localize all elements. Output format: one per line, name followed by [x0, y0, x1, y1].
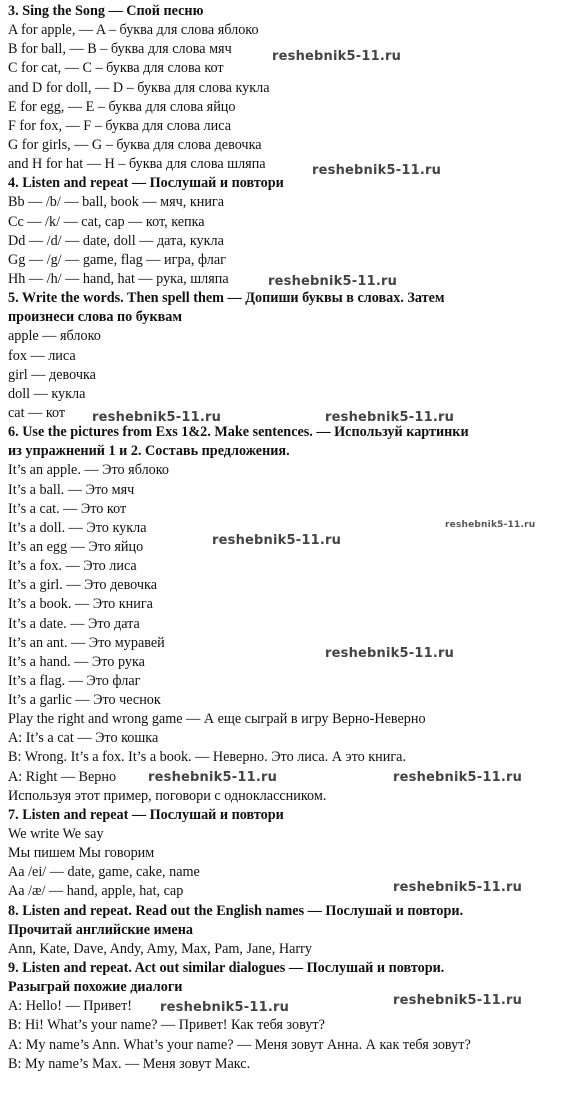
text-line: Используя этот пример, поговори с одноклассником. — [8, 787, 327, 804]
section-heading: 8. Listen and repeat. Read out the English names — Послушай и повтори. — [8, 902, 464, 919]
section-heading: 5. Write the words. Then spell them — Допиши буквы в словах. Затем — [8, 290, 445, 307]
text-line: G for girls, — G – буква для слова девочка — [8, 136, 262, 153]
watermark: reshebnik5-11.ru — [393, 993, 523, 1008]
text-line: It’s a flag. — Это флаг — [8, 672, 141, 689]
text-line: Мы пишем Мы говорим — [8, 845, 155, 862]
watermark: reshebnik5-11.ru — [272, 49, 402, 64]
text-line: Ann, Kate, Dave, Andy, Amy, Max, Pam, Jane, Harry — [8, 940, 312, 957]
watermark: reshebnik5-11.ru — [445, 520, 536, 530]
text-line: F for fox, — F – буква для слова лиса — [8, 117, 232, 134]
text-line: B: Wrong. It’s a fox. It’s a book. — Неверно. Это лиса. А это книга. — [8, 749, 407, 766]
section-heading: Прочитай английские имена — [8, 921, 193, 938]
text-line: It’s a hand. — Это рука — [8, 653, 145, 670]
text-line: We write We say — [8, 826, 104, 843]
watermark: reshebnik5-11.ru — [393, 880, 523, 895]
text-line: C for cat, — C – буква для слова кот — [8, 60, 224, 77]
watermark: reshebnik5-11.ru — [312, 163, 442, 178]
section-heading: 6. Use the pictures from Exs 1&2. Make sentences. — Используй картинки — [8, 424, 469, 441]
text-line: apple — яблоко — [8, 328, 101, 345]
text-line: Play the right and wrong game — А еще сыграй в игру Верно-Неверно — [8, 711, 426, 728]
text-line: doll — кукла — [8, 385, 86, 402]
text-line: A: Right — Верно — [8, 768, 117, 785]
text-line: and D for doll, — D – буква для слова кукла — [8, 79, 270, 96]
text-line: It’s a ball. — Это мяч — [8, 481, 135, 498]
text-line: It’s a girl. — Это девочка — [8, 577, 158, 594]
text-line: girl — девочка — [8, 366, 96, 383]
watermark: reshebnik5-11.ru — [92, 410, 222, 425]
section-heading: 9. Listen and repeat. Act out similar dialogues — Послушай и повтори. — [8, 960, 445, 977]
text-line: It’s an ant. — Это муравей — [8, 634, 165, 651]
text-line: B for ball, — B – буква для слова мяч — [8, 41, 232, 58]
text-line: Dd — /d/ — date, doll — дата, кукла — [8, 232, 224, 249]
text-line: and H for hat — H – буква для слова шляпа — [8, 156, 266, 173]
text-line: A: It’s a cat — Это кошка — [8, 730, 159, 747]
watermark: reshebnik5-11.ru — [325, 410, 455, 425]
text-line: It’s a date. — Это дата — [8, 615, 140, 632]
text-line: Bb — /b/ — ball, book — мяч, книга — [8, 194, 225, 211]
text-line: It’s a garlic — Это чеснок — [8, 692, 161, 709]
text-line: Aa /ei/ — date, game, cake, name — [8, 864, 200, 881]
text-line: fox — лиса — [8, 347, 76, 364]
section-heading: 3. Sing the Song — Спой песню — [8, 3, 204, 19]
text-line: A: Hello! — Привет! — [8, 998, 133, 1015]
text-line: B: Hi! What’s your name? — Привет! Как тебя зовут? — [8, 1017, 325, 1034]
section-heading: Разыграй похожие диалоги — [8, 979, 183, 996]
text-line: Hh — /h/ — hand, hat — рука, шляпа — [8, 270, 229, 287]
text-line: It’s a fox. — Это лиса — [8, 558, 137, 575]
text-line: It’s an apple. — Это яблоко — [8, 462, 170, 479]
watermark: reshebnik5-11.ru — [212, 533, 342, 548]
section-heading: произнеси слова по буквам — [8, 309, 183, 326]
text-line: Cc — /k/ — cat, cap — кот, кепка — [8, 213, 205, 230]
watermark: reshebnik5-11.ru — [393, 770, 523, 785]
text-line: cat — кот — [8, 404, 66, 421]
text-line: It’s a cat. — Это кот — [8, 500, 127, 517]
text-line: It’s an egg — Это яйцо — [8, 538, 144, 555]
section-heading: 4. Listen and repeat — Послушай и повтори — [8, 175, 284, 192]
section-heading: 7. Listen and repeat — Послушай и повтори — [8, 806, 284, 823]
text-line: It’s a book. — Это книга — [8, 596, 153, 613]
text-line: E for egg, — E – буква для слова яйцо — [8, 98, 236, 115]
text-line: A: My name’s Ann. What’s your name? — Меня зовут Анна. А как тебя зовут? — [8, 1036, 471, 1053]
watermark: reshebnik5-11.ru — [160, 1000, 290, 1015]
section-heading: из упражнений 1 и 2. Составь предложения. — [8, 443, 290, 460]
text-line: B: My name’s Max. — Меня зовут Макс. — [8, 1055, 251, 1072]
watermark: reshebnik5-11.ru — [268, 274, 398, 289]
text-line: Gg — /g/ — game, flag — игра, флаг — [8, 251, 226, 268]
watermark: reshebnik5-11.ru — [148, 770, 278, 785]
text-line: Aa /æ/ — hand, apple, hat, cap — [8, 883, 184, 900]
watermark: reshebnik5-11.ru — [325, 646, 455, 661]
text-line: A for apple, — A – буква для слова яблоко — [8, 22, 259, 39]
text-line: It’s a doll. — Это кукла — [8, 519, 147, 536]
